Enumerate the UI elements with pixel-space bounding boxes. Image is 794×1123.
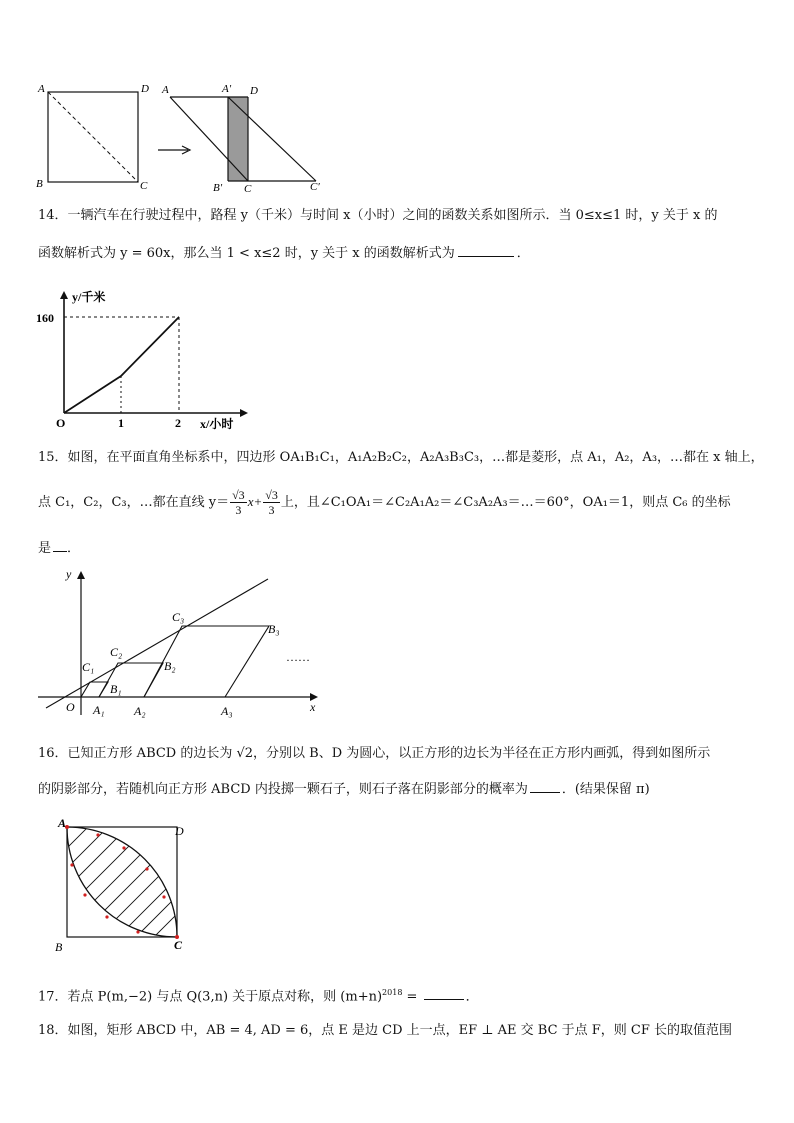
q16-answer-blank bbox=[530, 780, 560, 793]
label-A3: A₃ bbox=[221, 704, 233, 718]
figure-16-square-arcs bbox=[50, 815, 200, 955]
frac2-num: √3 bbox=[265, 488, 278, 502]
label-A: A bbox=[58, 816, 67, 830]
q17-line bbox=[38, 984, 479, 1006]
y-tick-160: 160 bbox=[36, 311, 54, 325]
q14-text-line2: 函数解析式为 y = 60x，那么当 1 < x≤2 时，y 关于 x 的函数解析式为 bbox=[38, 246, 455, 261]
label-A1: A₁ bbox=[93, 703, 105, 717]
label-B1: B₁ bbox=[110, 682, 122, 696]
q15-text-line3: 是 bbox=[38, 541, 52, 556]
q15-line1 bbox=[38, 449, 764, 467]
label-D: D bbox=[175, 824, 184, 838]
figure-14-graph bbox=[36, 285, 256, 430]
q18-text: 如图，矩形 ABCD 中，AB = 4, AD = 6，点 E 是边 CD 上一点，EF ⊥ AE 交 BC 于点 F，则 CF 长的取值范围 bbox=[67, 1023, 733, 1038]
x-tick-2: 2 bbox=[175, 416, 181, 430]
q15-line3-end: ． bbox=[67, 541, 81, 556]
q14-answer-blank bbox=[458, 244, 514, 257]
x-tick-1: 1 bbox=[118, 416, 124, 430]
label-B: B bbox=[36, 178, 43, 190]
label-B3: B₃ bbox=[268, 622, 280, 636]
frac2-den: 3 bbox=[268, 503, 275, 517]
q15-number: 15． bbox=[38, 450, 68, 465]
x-axis-arrow-icon bbox=[240, 409, 248, 417]
q15-text-line2a: 点 C₁，C₂，C₃，…都在直线 y＝ bbox=[38, 495, 230, 510]
q15-line3 bbox=[38, 539, 80, 558]
label-C1: C₁ bbox=[82, 660, 95, 674]
label-C-right: C bbox=[244, 183, 252, 195]
q14-number: 14． bbox=[38, 208, 68, 223]
q17-number: 17． bbox=[38, 989, 68, 1005]
distance-time-line bbox=[64, 317, 179, 413]
diagonal-ac bbox=[48, 92, 138, 182]
frac1-num: √3 bbox=[232, 488, 245, 502]
q17-answer-blank bbox=[424, 987, 464, 1000]
q15-text-line2b: 上，且∠C₁OA₁＝∠C₂A₁A₂＝∠C₃A₂A₃＝…＝60°，OA₁＝1，则点 C₆ 的坐标 bbox=[280, 495, 731, 510]
y-axis-arrow-icon bbox=[60, 291, 68, 299]
arc-center-b bbox=[67, 827, 177, 937]
label-D: D bbox=[141, 83, 149, 95]
q16-line1 bbox=[38, 745, 710, 763]
q16-text-line1: 已知正方形 ABCD 的边长为 √2，分别以 B、D 为圆心，以正方形的边长为半径在正方形内画弧，得到如图所示 bbox=[67, 746, 711, 761]
q16-number: 16． bbox=[38, 746, 68, 761]
y-axis-label: y/千米 bbox=[72, 290, 106, 304]
q15-fraction-1 bbox=[230, 488, 247, 517]
q14-line2 bbox=[38, 244, 530, 263]
q14-line1 bbox=[38, 207, 717, 225]
origin-label: O bbox=[56, 416, 66, 430]
q15-x-plus: x+ bbox=[247, 494, 263, 509]
q17-exponent: 2018 bbox=[382, 988, 403, 997]
q17-equals: = bbox=[402, 989, 422, 1005]
shaded-strip bbox=[228, 97, 248, 181]
label-A-prime: A′ bbox=[222, 83, 232, 95]
label-C: C bbox=[174, 938, 183, 952]
label-C3: C₃ bbox=[172, 610, 185, 624]
x-axis-label: x/小时 bbox=[200, 417, 234, 430]
label-x: x bbox=[310, 700, 316, 714]
label-ellipsis: …… bbox=[286, 650, 310, 664]
rhombus-1 bbox=[81, 682, 108, 697]
q18-number: 18． bbox=[38, 1023, 68, 1038]
figure-15-rhombi bbox=[36, 565, 336, 725]
rhombus-3 bbox=[144, 626, 269, 697]
line-c-points bbox=[46, 579, 268, 708]
q17-end: ． bbox=[465, 989, 479, 1005]
hatch-lines bbox=[60, 815, 192, 937]
label-C-prime: C′ bbox=[310, 181, 320, 193]
label-O: O bbox=[66, 700, 75, 714]
label-A2: A₂ bbox=[134, 704, 146, 718]
y-axis-arrow-icon bbox=[77, 571, 85, 579]
q15-answer-blank bbox=[53, 539, 67, 552]
q18-line bbox=[38, 1022, 732, 1040]
q15-text-line1: 如图，在平面直角坐标系中，四边形 OA₁B₁C₁，A₁A₂B₂C₂，A₂A₃B₃C₃，…都是菱形，点 A₁，A₂，A₃，…都在 x 轴上， bbox=[67, 450, 764, 465]
figure-13 bbox=[30, 80, 340, 195]
label-B2: B₂ bbox=[164, 659, 176, 673]
label-A-right: A bbox=[162, 84, 169, 96]
label-A: A bbox=[38, 83, 45, 95]
q14-line2-end: ． bbox=[516, 246, 530, 261]
label-y: y bbox=[66, 567, 72, 581]
label-C2: C₂ bbox=[110, 645, 123, 659]
q15-line2 bbox=[38, 484, 731, 521]
frac1-den: 3 bbox=[235, 503, 242, 517]
label-B: B bbox=[55, 940, 63, 954]
q14-text-line1: 一辆汽车在行驶过程中，路程 y（千米）与时间 x（小时）之间的函数关系如图所示．当 0≤x≤1 时，y 关于 x 的 bbox=[67, 208, 718, 223]
q16-line2 bbox=[38, 780, 650, 799]
square-abcd bbox=[67, 827, 177, 937]
label-B-prime: B′ bbox=[213, 182, 223, 194]
q17-text: 若点 P(m,−2) 与点 Q(3,n) 关于原点对称，则 (m+n) bbox=[67, 989, 383, 1005]
q15-fraction-2 bbox=[263, 488, 280, 517]
label-D-right: D bbox=[250, 85, 258, 97]
q16-text-line2a: 的阴影部分，若随机向正方形 ABCD 内投掷一颗石子，则石子落在阴影部分的概率为 bbox=[38, 782, 528, 797]
label-C: C bbox=[140, 180, 148, 192]
q16-text-line2b: ．(结果保留 π) bbox=[561, 782, 650, 797]
arc-center-d bbox=[67, 827, 177, 937]
